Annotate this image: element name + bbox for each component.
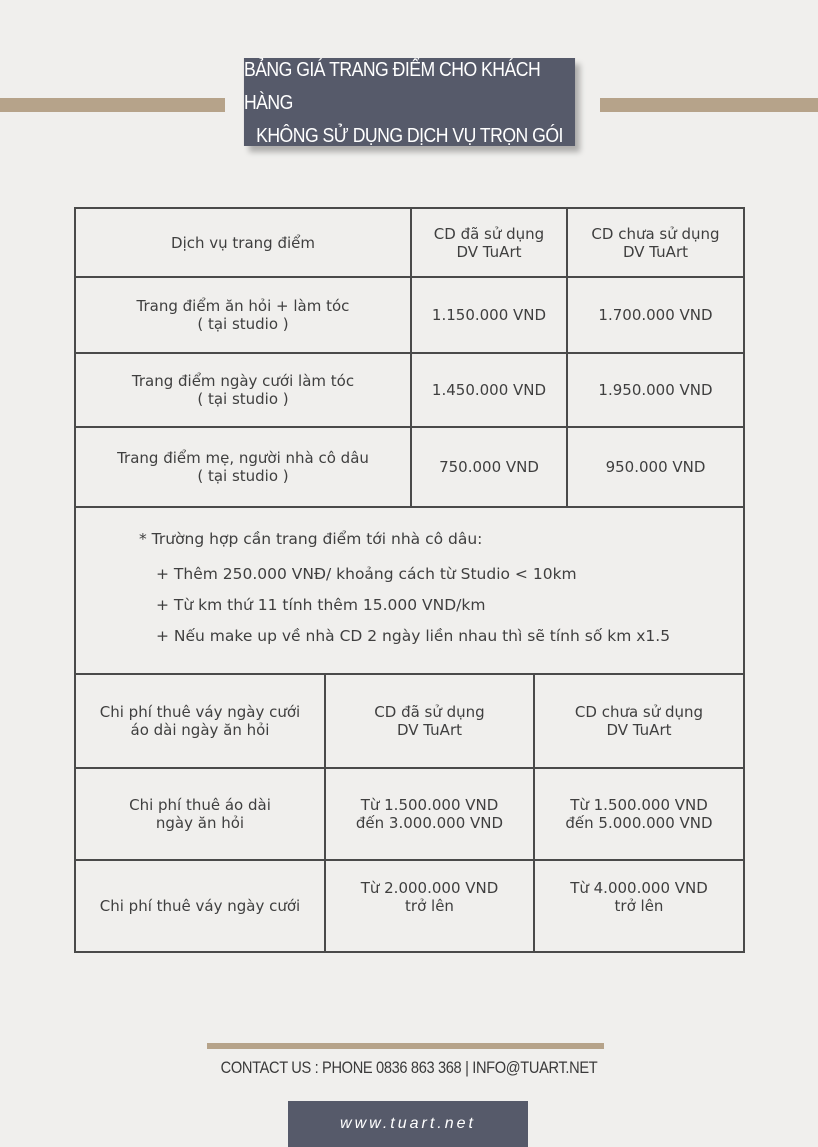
- website-link[interactable]: www.tuart.net: [288, 1101, 528, 1147]
- table-row-price-used: 1.450.000 VND: [431, 381, 547, 399]
- table-row-service: Trang điểm mẹ, người nhà cô dâu ( tại studio ): [117, 449, 369, 485]
- header-not-used-service: CD chưa sử dụng DV TuArt: [591, 224, 720, 261]
- footer-gold-bar: [207, 1043, 604, 1049]
- dress-row-price-not-used: Từ 4.000.000 VND trở lên: [570, 879, 708, 915]
- dress-row-price-not-used: Từ 1.500.000 VND đến 5.000.000 VND: [565, 796, 713, 832]
- dress-header-used-service: CD đã sử dụng DV TuArt: [374, 703, 485, 739]
- dress-header-service: Chi phí thuê váy ngày cưới áo dài ngày ăn hỏi: [99, 703, 301, 739]
- note-item: + Thêm 250.000 VNĐ/ khoảng cách từ Studio < 10km: [156, 565, 577, 583]
- contact-info: CONTACT US : PHONE 0836 863 368 | INFO@TUART.NET: [220, 1058, 598, 1077]
- right-gold-bar: [600, 98, 818, 112]
- dress-row-price-used: Từ 1.500.000 VND đến 3.000.000 VND: [355, 796, 504, 832]
- left-gold-bar: [0, 98, 225, 112]
- header-used-service: CD đã sử dụng DV TuArt: [433, 224, 545, 261]
- dress-row-item: Chi phí thuê áo dài ngày ăn hỏi: [129, 796, 271, 832]
- note-item: + Nếu make up về nhà CD 2 ngày liền nhau thì sẽ tính số km x1.5: [156, 627, 671, 645]
- note-item: + Từ km thứ 11 tính thêm 15.000 VND/km: [156, 596, 486, 614]
- note-heading: * Trường hợp cần trang điểm tới nhà cô dâu:: [139, 530, 483, 548]
- dress-row-price-used: Từ 2.000.000 VND trở lên: [360, 879, 499, 915]
- header-service: Dịch vụ trang điểm: [171, 233, 315, 252]
- table-row-price-not-used: 1.700.000 VND: [598, 306, 713, 324]
- table-row-price-used: 750.000 VND: [439, 458, 539, 476]
- table-row-price-not-used: 1.950.000 VND: [598, 381, 713, 399]
- title-line-1: BẢNG GIÁ TRANG ĐIỂM CHO KHÁCH HÀNG: [243, 57, 541, 114]
- title-line-2: KHÔNG SỬ DỤNG DỊCH VỤ TRỌN GÓI: [256, 123, 563, 147]
- dress-row-item: Chi phí thuê váy ngày cưới: [99, 897, 301, 915]
- title-banner: [244, 58, 575, 146]
- dress-header-not-used-service: CD chưa sử dụng DV TuArt: [574, 703, 704, 739]
- table-divider: [74, 506, 745, 508]
- table-row-service: Trang điểm ăn hỏi + làm tóc ( tại studio ): [136, 297, 350, 333]
- table-row-price-used: 1.150.000 VND: [431, 306, 547, 324]
- table-row-service: Trang điểm ngày cưới làm tóc ( tại studio ): [131, 372, 355, 408]
- table-row-price-not-used: 950.000 VND: [605, 458, 706, 476]
